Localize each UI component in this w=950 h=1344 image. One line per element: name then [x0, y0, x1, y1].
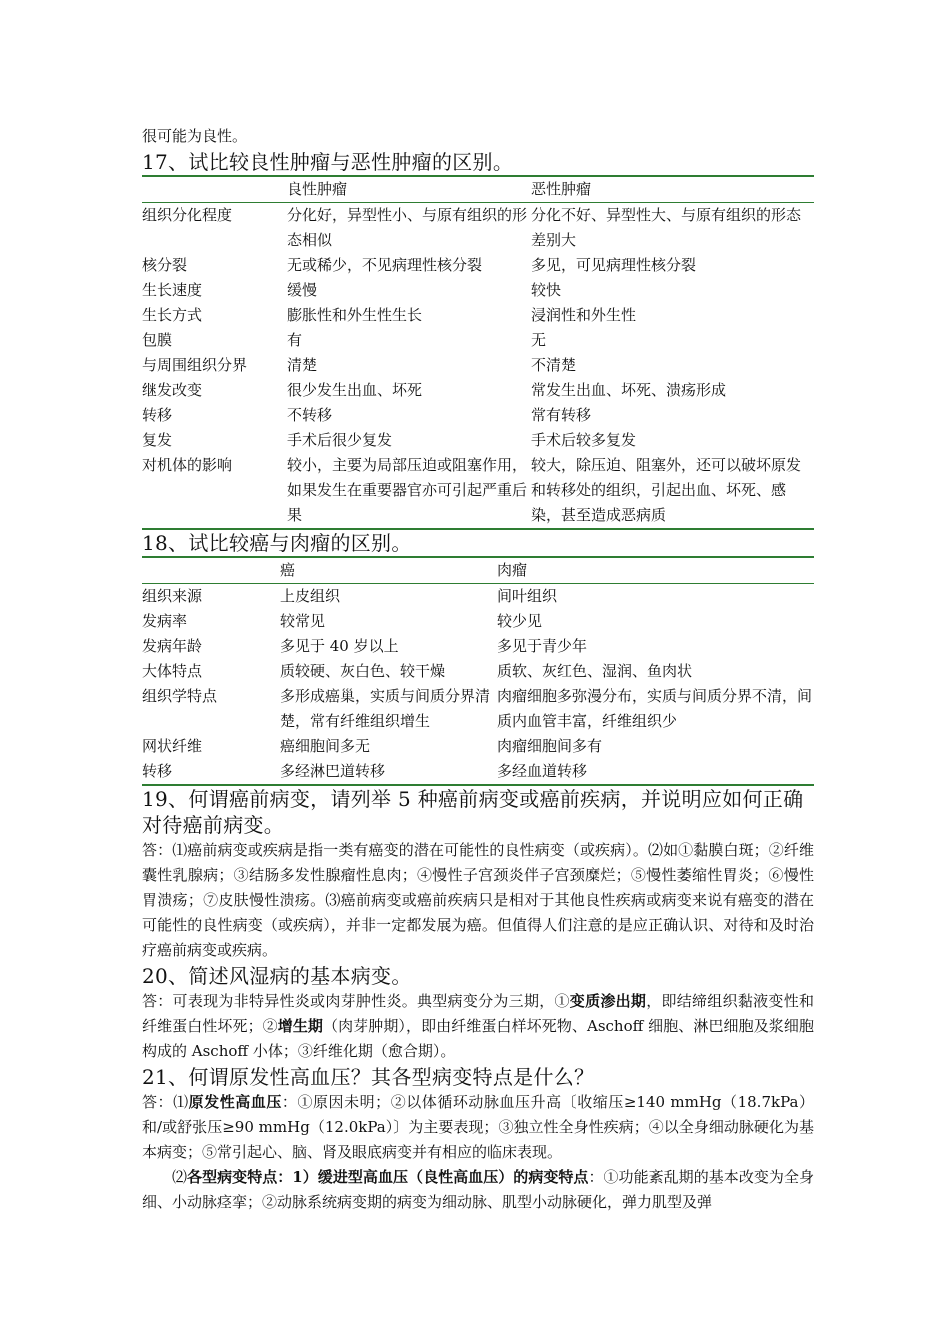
- table-cell: 无: [531, 331, 547, 349]
- q18-table: [142, 556, 814, 786]
- table-cell: 发病率: [142, 612, 188, 630]
- table-cell: 肉瘤细胞间多有: [497, 737, 603, 755]
- table-cell: 多经淋巴道转移: [280, 762, 386, 780]
- q21-answer-p1: [142, 1090, 814, 1165]
- q20-title: 20、简述风湿病的基本病变。: [142, 964, 412, 988]
- table-row: [142, 584, 814, 610]
- q18-title: 18、试比较癌与肉瘤的区别。: [142, 531, 412, 555]
- q19-title: 19、何谓癌前病变，请列举 5 种癌前病变或癌前疾病，并说明应如何正确对待癌前病变。: [142, 787, 804, 837]
- table-row: [142, 759, 814, 785]
- table-cell: 有: [287, 331, 303, 349]
- q18-header-cell: [142, 557, 280, 584]
- table-cell: 无或稀少，不见病理性核分裂: [287, 256, 483, 274]
- intro-text: 很可能为良性。: [142, 127, 248, 145]
- table-cell: 分化不好、异型性大、与原有组织的形态差别大: [531, 206, 802, 249]
- table-cell: 多形成癌巢，实质与间质分界清楚，常有纤维组织增生: [280, 687, 491, 730]
- table-cell: 不转移: [287, 406, 333, 424]
- table-cell: 很少发生出血、坏死: [287, 381, 423, 399]
- q20-answer-text: 答：可表现为非特异性炎或肉芽肿性炎。典型病变分为三期，①: [142, 992, 570, 1010]
- table-cell: 肉瘤细胞多弥漫分布，实质与间质分界不清，间质内血管丰富，纤维组织少: [497, 687, 813, 730]
- table-cell: 浸润性和外生性: [531, 306, 637, 324]
- table-cell: 缓慢: [287, 281, 318, 299]
- table-cell: 膨胀性和外生性生长: [287, 306, 423, 324]
- q17-header-row: [142, 176, 814, 203]
- q18-header-row: [142, 557, 814, 584]
- table-row: [142, 253, 814, 278]
- table-cell: 转移: [142, 762, 173, 780]
- table-cell: 癌细胞间多无: [280, 737, 371, 755]
- table-row: [142, 634, 814, 659]
- table-cell: 质软、灰红色、湿润、鱼肉状: [497, 662, 693, 680]
- table-cell: 上皮组织: [280, 587, 341, 605]
- q18-header-cell: 肉瘤: [497, 557, 814, 584]
- table-cell: 较大，除压迫、阻塞外，还可以破坏原发和转移处的组织，引起出血、坏死、感染，甚至造成恶病质: [531, 456, 802, 524]
- table-cell: 质较硬、灰白色、较干燥: [280, 662, 446, 680]
- table-row: [142, 659, 814, 684]
- q21-bold-term: 各型病变特点：1）缓进型高血压（良性高血压）的病变特点: [187, 1168, 589, 1186]
- table-cell: 组织来源: [142, 587, 203, 605]
- table-row: [142, 328, 814, 353]
- q17-header-cell: 恶性肿瘤: [531, 176, 814, 203]
- table-row: [142, 684, 814, 734]
- table-cell: 手术后较多复发: [531, 431, 637, 449]
- table-cell: 手术后很少复发: [287, 431, 393, 449]
- table-row: [142, 203, 814, 254]
- table-row: [142, 278, 814, 303]
- q19-answer: 答：⑴癌前病变或疾病是指一类有癌变的潜在可能性的良性病变（或疾病）。⑵如①黏膜白斑；②纤维囊性乳腺病；③结肠多发性腺瘤性息肉；④慢性子宫颈炎伴子宫颈糜烂；⑤慢性萎缩性胃炎；⑥慢性胃溃疡；⑦皮肤慢性溃疡。⑶癌前病变或癌前疾病只是相对于其他良性疾病或病变来说有癌变的潜在可能性的良性病变（或疾病），并非一定都发展为癌。但值得人们注意的是应正确认识、对待和及时治疗癌前病变或疾病。: [142, 841, 814, 959]
- q17-header-cell: 良性肿瘤: [287, 176, 531, 203]
- table-cell: 生长速度: [142, 281, 203, 299]
- table-cell: 分化好，异型性小、与原有组织的形态相似: [287, 206, 528, 249]
- table-cell: 组织学特点: [142, 687, 218, 705]
- table-cell: 包膜: [142, 331, 173, 349]
- q17-header-cell: [142, 176, 287, 203]
- q20-answer-text: ，即结缔组织黏液变性和纤维蛋白性坏死；②: [142, 992, 814, 1035]
- table-cell: 较小，主要为局部压迫或阻塞作用，如果发生在重要器官亦可引起严重后果: [287, 456, 528, 524]
- table-cell: 较少见: [497, 612, 543, 630]
- table-cell: 核分裂: [142, 256, 188, 274]
- q20-answer-text: （肉芽肿期），即由纤维蛋白样坏死物、Aschoff 细胞、淋巴细胞及浆细胞构成的 Aschoff 小体；③纤维化期（愈合期）。: [142, 1017, 814, 1060]
- q18-header-cell: 癌: [280, 557, 497, 584]
- table-cell: 多见，可见病理性核分裂: [531, 256, 697, 274]
- table-cell: 多经血道转移: [497, 762, 588, 780]
- q20-bold-term: 增生期: [277, 1017, 323, 1035]
- document-page: [142, 0, 814, 1215]
- table-cell: 大体特点: [142, 662, 203, 680]
- table-cell: 转移: [142, 406, 173, 424]
- table-cell: 间叶组织: [497, 587, 558, 605]
- q20-answer: [142, 989, 814, 1064]
- q21-answer-p2: [142, 1165, 814, 1215]
- table-row: [142, 403, 814, 428]
- q17-table: [142, 175, 814, 530]
- table-cell: 继发改变: [142, 381, 203, 399]
- table-cell: 多见于 40 岁以上: [280, 637, 399, 655]
- table-cell: 清楚: [287, 356, 318, 374]
- table-cell: 多见于青少年: [497, 637, 588, 655]
- q17-title: 17、试比较良性肿瘤与恶性肿瘤的区别。: [142, 150, 514, 174]
- table-row: [142, 353, 814, 378]
- q21-bold-term: 原发性高血压: [188, 1093, 282, 1111]
- table-row: [142, 378, 814, 403]
- table-cell: 对机体的影响: [142, 456, 233, 474]
- q21-title: 21、何谓原发性高血压？其各型病变特点是什么？: [142, 1065, 595, 1089]
- table-cell: 与周围组织分界: [142, 356, 248, 374]
- q20-bold-term: 变质渗出期: [569, 992, 647, 1010]
- table-cell: 常发生出血、坏死、溃疡形成: [531, 381, 727, 399]
- q21-answer-text: ：①原因未明；②以体循环动脉血压升高〔收缩压≥140 mmHg（18.7kPa）和/或舒张压≥90 mmHg（12.0kPa）〕为主要表现；③独立性全身性疾病；④以全身细动脉硬化为基本病变；⑤常引起心、脑、肾及眼底病变并有相应的临床表现。: [142, 1093, 814, 1161]
- table-cell: 生长方式: [142, 306, 203, 324]
- table-cell: 发病年龄: [142, 637, 203, 655]
- table-row: [142, 609, 814, 634]
- q21-answer-text: 答：⑴: [142, 1093, 189, 1111]
- table-row: [142, 303, 814, 328]
- table-cell: 较常见: [280, 612, 326, 630]
- table-row: [142, 453, 814, 529]
- table-cell: 常有转移: [531, 406, 592, 424]
- q21-answer-text: ⑵: [172, 1168, 188, 1186]
- table-cell: 组织分化程度: [142, 206, 233, 224]
- table-row: [142, 428, 814, 453]
- table-cell: 较快: [531, 281, 562, 299]
- table-row: [142, 734, 814, 759]
- table-cell: 复发: [142, 431, 173, 449]
- q21-answer-text: ：①功能紊乱期的基本改变为全身细、小动脉痉挛；②动脉系统病变期的病变为细动脉、肌型小动脉硬化，弹力肌型及弹: [142, 1168, 814, 1211]
- table-cell: 网状纤维: [142, 737, 203, 755]
- table-cell: 不清楚: [531, 356, 577, 374]
